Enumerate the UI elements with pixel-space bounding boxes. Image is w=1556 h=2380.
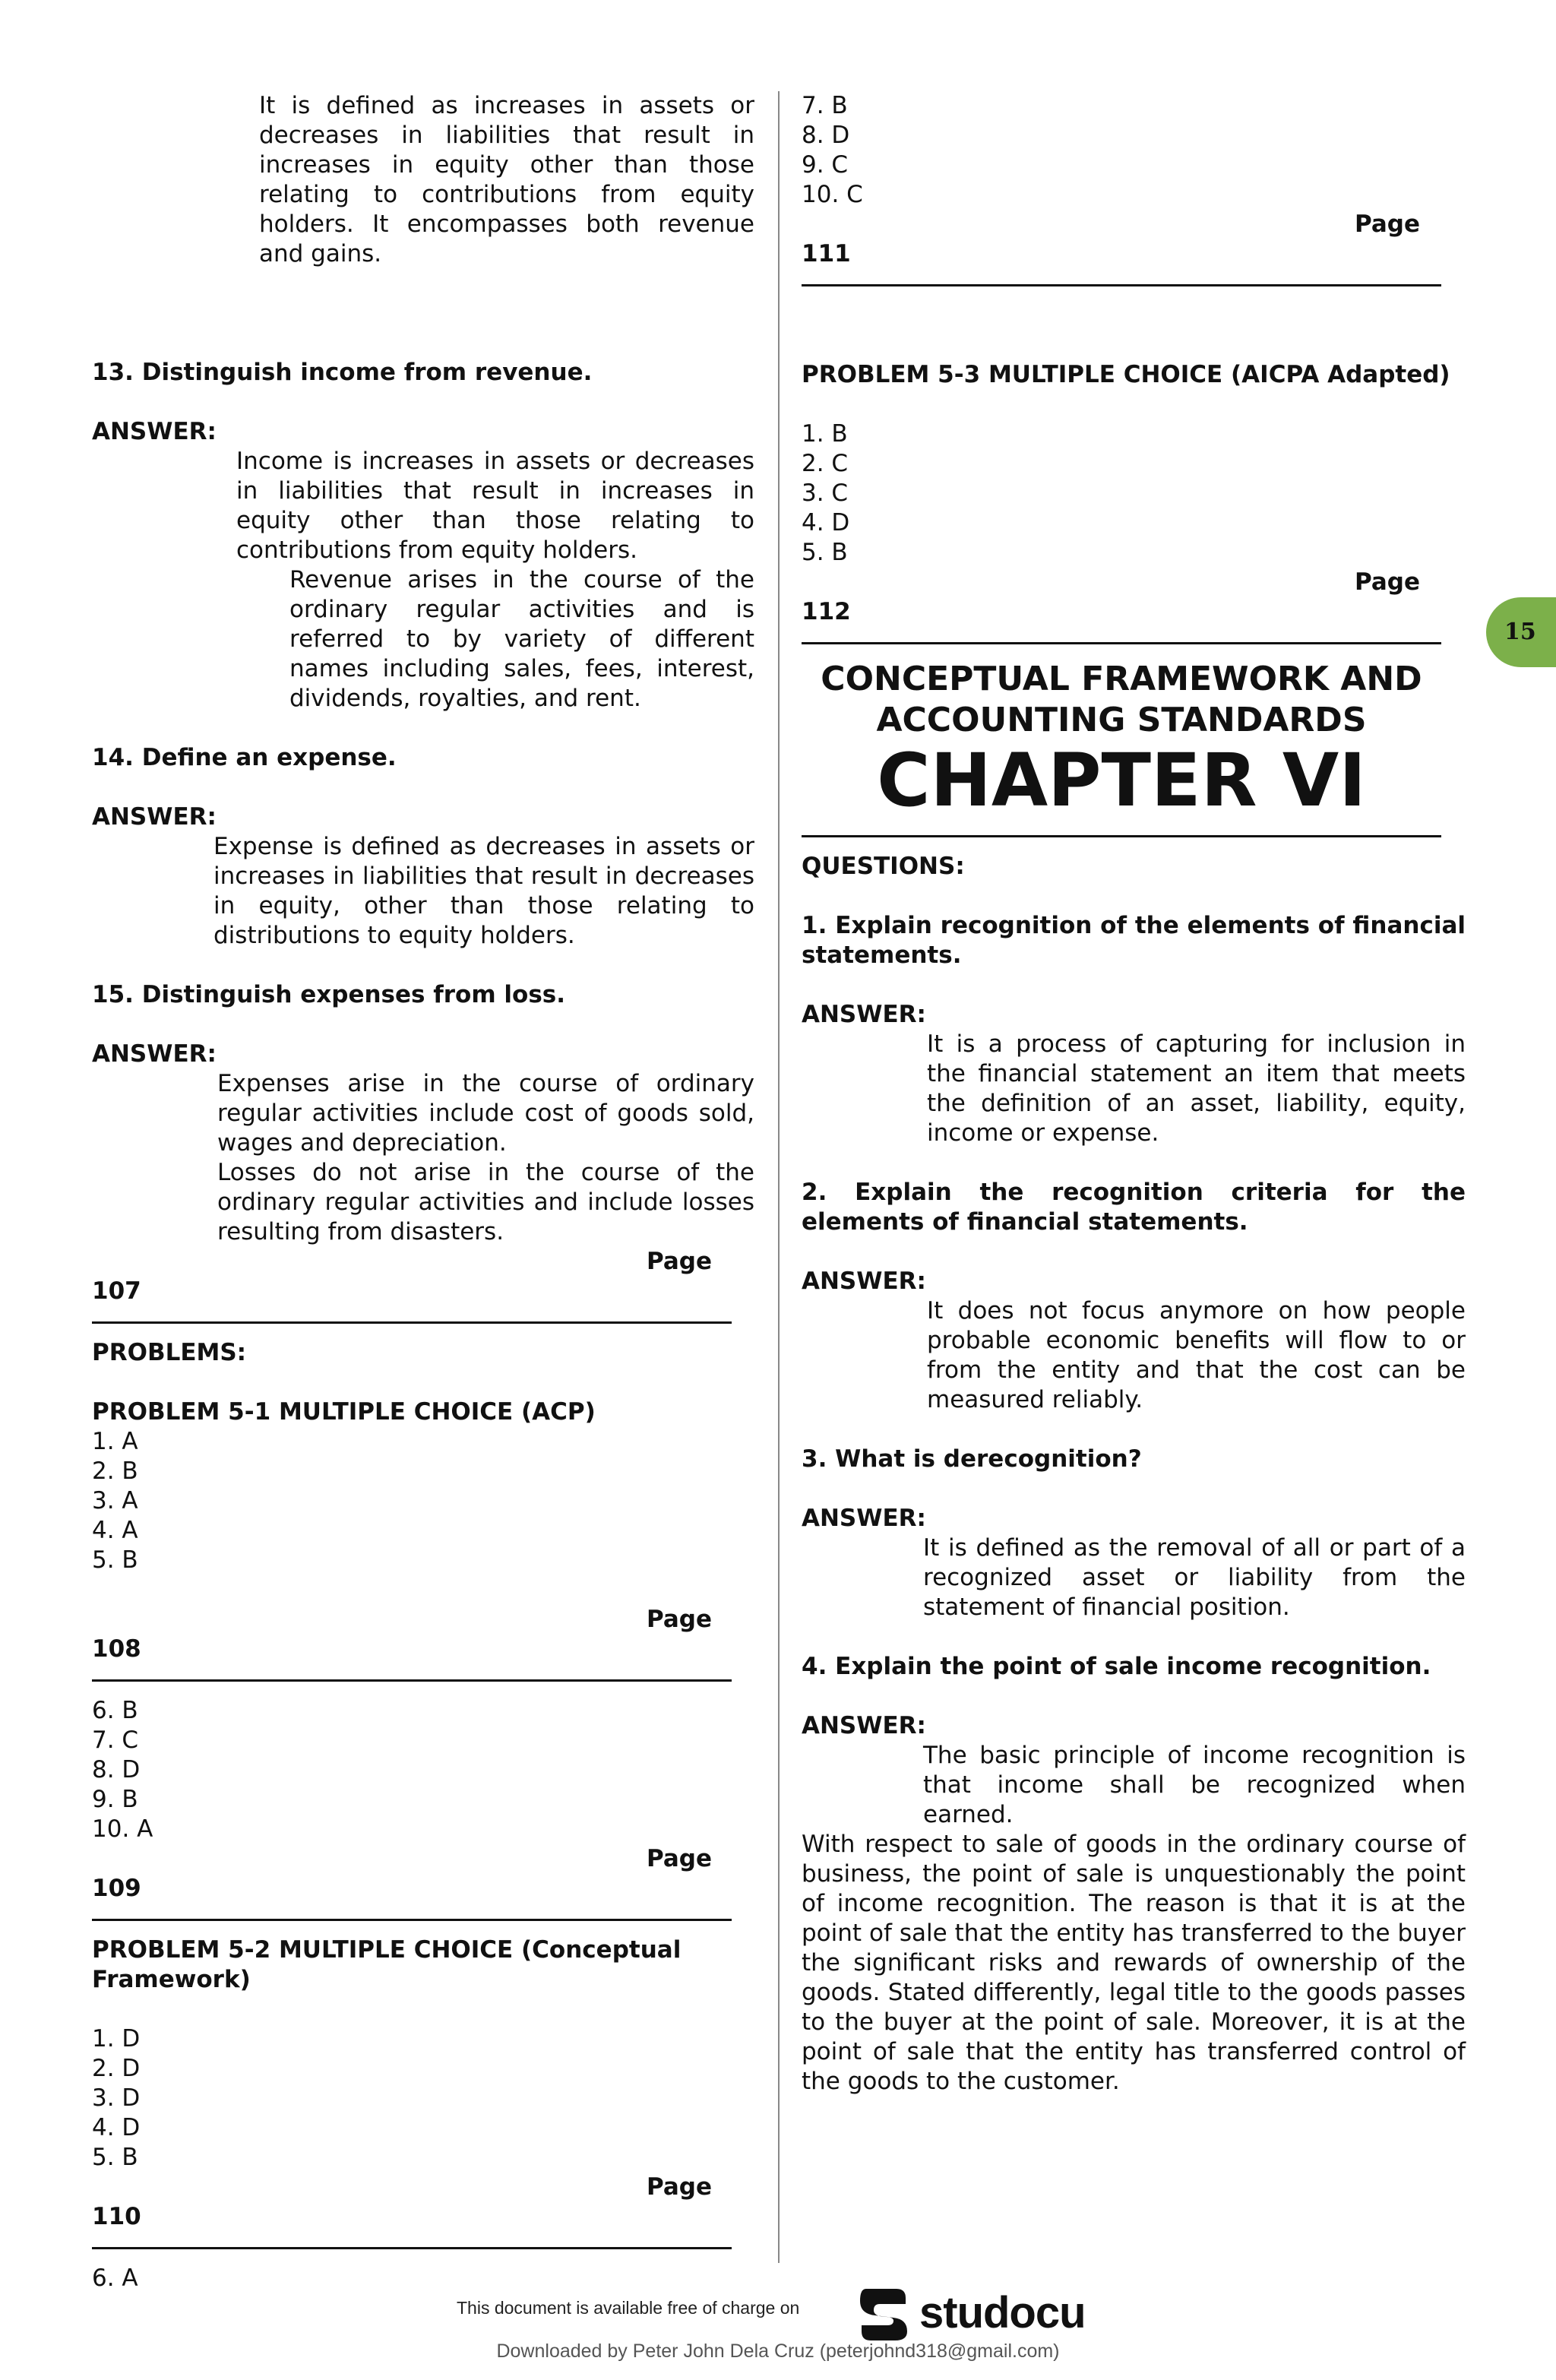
q13-answer-income: Income is increases in assets or decreases in liabilities that result in increases in equity other than those relating to contributions from equity holders. [236,448,754,564]
page-label: Page [646,2173,712,2201]
answer-item: 2. D [92,2055,141,2082]
page-number-tab [1486,597,1556,667]
studocu-logo-icon[interactable] [857,2286,910,2342]
income-definition-paragraph: It is defined as increases in assets or decreases in liabilities that result in increases in equity other than those relating to contributions from equity holders. It encompasses both revenue and gains. [259,92,754,267]
page-number-110: 110 [92,2203,141,2230]
column-divider [778,91,780,2263]
answer-item: 1. D [92,2025,141,2052]
q3-answer: It is defined as the removal of all or part of a recognized asset or liability from the statement of financial position. [923,1534,1466,1621]
answer-item: 1. A [92,1428,138,1455]
answer-label: ANSWER: [802,1268,926,1295]
answer-item: 4. A [92,1517,138,1544]
question-14: 14. Define an expense. [92,744,397,771]
page-number-112: 112 [802,598,851,625]
questions-heading: QUESTIONS: [802,853,965,880]
answer-item: 3. C [802,479,849,507]
q2-answer: It does not focus anymore on how people probable economic benefits will flow to or from the entity and that the cost can be measured reliably. [927,1297,1466,1413]
page-number-107: 107 [92,1277,141,1305]
answer-item: 6. B [92,1697,138,1724]
download-note: Downloaded by Peter John Dela Cruz (peterjohnd318@gmail.com) [496,2340,1060,2362]
q15-answer-expenses: Expenses arise in the course of ordinary regular activities include cost of goods sold, wages and depreciation. [217,1070,754,1157]
answer-item: 9. C [802,151,849,179]
availability-text: This document is available free of charge on [457,2298,800,2318]
page-separator [92,2247,732,2249]
answer-item: 3. A [92,1487,138,1514]
answer-item: 2. C [802,450,849,477]
answer-item: 4. D [802,509,850,536]
q1-answer: It is a process of capturing for inclusion in the financial statement an item that meets the definition of an asset, liability, equity, income or expense. [927,1030,1466,1147]
problem-5-2-answers [92,2024,754,2173]
problem-5-3-title: PROBLEM 5-3 MULTIPLE CHOICE (AICPA Adapted) [802,361,1450,388]
page-label: Page [1354,210,1420,238]
page-separator [92,1919,732,1921]
answer-item: 4. D [92,2114,141,2141]
answer-item: 6. A [92,2264,138,2292]
question-4: 4. Explain the point of sale income recognition. [802,1653,1431,1680]
question-1: 1. Explain recognition of the elements of financial statements. [802,912,1466,969]
answer-item: 8. D [92,1756,141,1783]
page-separator [92,1679,732,1682]
answer-label: ANSWER: [92,803,217,831]
question-3: 3. What is derecognition? [802,1445,1142,1473]
question-15: 15. Distinguish expenses from loss. [92,981,566,1008]
chapter-subtitle: CONCEPTUAL FRAMEWORK AND ACCOUNTING STANDARDS [821,660,1422,739]
answer-item: 5. B [802,539,848,566]
left-column [92,91,754,2293]
answer-item: 1. B [802,420,848,448]
question-13: 13. Distinguish income from revenue. [92,359,593,386]
page-separator [92,1321,732,1324]
question-2: 2. Explain the recognition criteria for the elements of financial statements. [802,1179,1466,1236]
answer-item: 8. D [802,122,850,149]
page-label: Page [1354,568,1420,596]
page-label: Page [646,1606,712,1633]
problem-5-1-answers-continued [92,1696,754,1844]
page-separator [802,835,1441,837]
problem-5-2-answers-continued [92,2264,754,2293]
answer-item: 5. B [92,1546,138,1574]
answer-item: 7. B [802,92,848,119]
q14-answer: Expense is defined as decreases in assets or increases in liabilities that result in decreases in equity, other than those relating to distributions to equity holders. [213,833,754,949]
problem-5-1-title: PROBLEM 5-1 MULTIPLE CHOICE (ACP) [92,1398,596,1426]
q13-answer-revenue: Revenue arises in the course of the ordinary regular activities and is referred to by variety of different names including sales, fees, interest, dividends, royalties, and rent. [289,566,754,712]
q4-answer-principle: The basic principle of income recognition is that income shall be recognized when earned. [923,1742,1466,1828]
problem-5-3-answers [802,419,1466,568]
page-number-tab-label: 15 [1504,619,1536,645]
chapter-title: CHAPTER VI [877,738,1366,823]
page-label: Page [646,1845,712,1872]
q4-answer-point-of-sale: With respect to sale of goods in the ordinary course of business, the point of sale is unquestionably the point of income recognition. The reason is that it is at the point of sale that the entity has transferred to the buyer the significant risks and rewards of ownership of the goods. Stated differently, legal title to the goods passes to the buyer at the point of sale. Moreover, it is at the point of sale that the entity has transferred control of the goods to the customer. [802,1831,1466,2095]
answer-item: 9. B [92,1786,138,1813]
answer-item: 10. A [92,1815,153,1843]
page-number-108: 108 [92,1635,141,1663]
page-label: Page [646,1248,712,1275]
problem-5-1-answers [92,1427,754,1575]
problem-5-2-answers-end [802,91,1466,210]
answer-item: 7. C [92,1726,139,1754]
page-number-111: 111 [802,240,851,267]
answer-item: 2. B [92,1457,138,1485]
problem-5-2-title: PROBLEM 5-2 MULTIPLE CHOICE (Conceptual Framework) [92,1936,682,1993]
answer-label: ANSWER: [802,1001,926,1028]
answer-item: 3. D [92,2084,141,2112]
page-separator [802,642,1441,644]
right-column [802,91,1466,2097]
answer-label: ANSWER: [92,418,217,445]
answer-label: ANSWER: [92,1040,217,1068]
q15-answer-losses: Losses do not arise in the course of the ordinary regular activities and include losses resulting from disasters. [217,1159,754,1245]
answer-item: 5. B [92,2144,138,2171]
page-number-109: 109 [92,1875,141,1902]
answer-label: ANSWER: [802,1712,926,1739]
problems-heading: PROBLEMS: [92,1339,247,1366]
answer-label: ANSWER: [802,1505,926,1532]
page-separator [802,284,1441,286]
studocu-brand-text[interactable]: studocu [919,2288,1086,2337]
answer-item: 10. C [802,181,863,208]
